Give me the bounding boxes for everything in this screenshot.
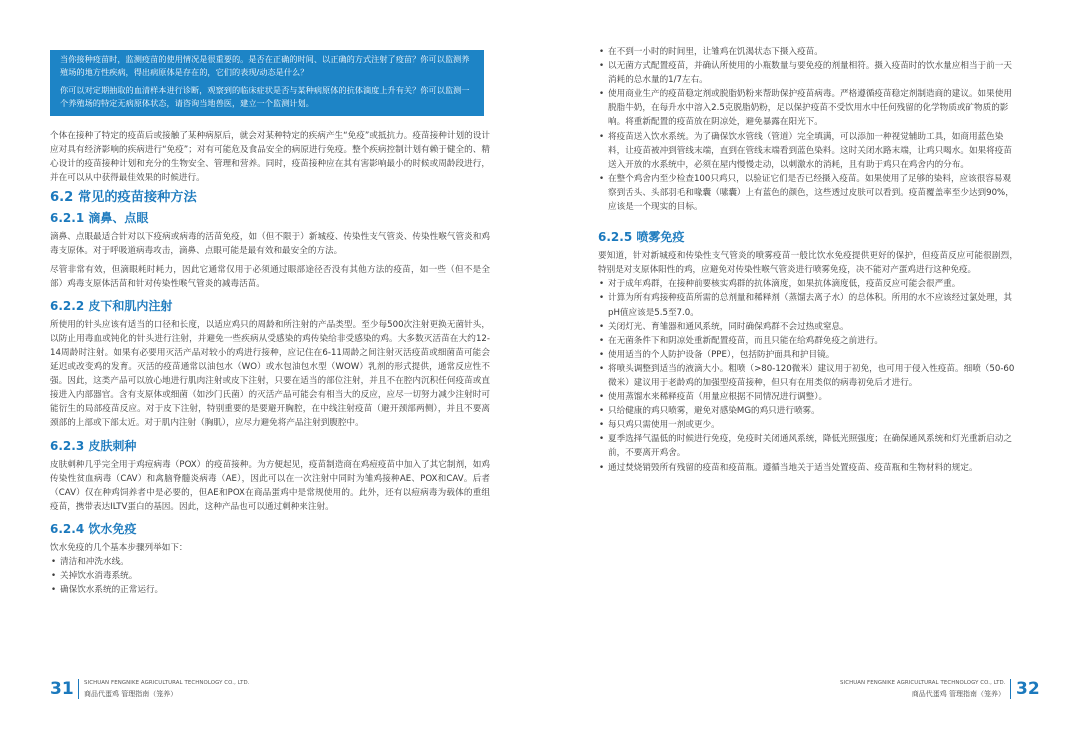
right-page [540, 0, 1080, 732]
left-column [50, 129, 490, 597]
list-item: • 使用商业生产的疫苗稳定剂或脱脂奶粉来帮助保护疫苗病毒。严格遵循疫苗稳定剂制造商的建议。如果使用脱脂牛奶，在每升水中溶入2.5克脱脂奶粉，足以保护疫苗不受饮用水中任何残留的化学物质或矿物质的影响。将重新配置的疫苗放在阴凉处，避免暴露在阳光下。 [598, 87, 1018, 129]
callout-paragraph-1: 当你接种疫苗时，监测疫苗的使用情况是很重要的。是否在正确的时间、以正确的方式注射了疫苗？你可以监测养殖场的地方性疾病，得出病原体是存在的，它们的表现/动态是什么？ [60, 54, 470, 78]
list-item: • 通过焚烧销毁所有残留的疫苗和疫苗瓶。遵循当地关于适当处置疫苗、疫苗瓶和生物材料的规定。 [598, 461, 1018, 475]
list-item: • 清洁和冲洗水线。 [50, 555, 490, 569]
intro-paragraph: 个体在接种了特定的疫苗后或接触了某种病原后，就会对某种特定的疾病产生“免疫”或抵抗力。疫苗接种计划的设计应对具有经济影响的疾病进行“免疫”；对有可能危及食品安全的病原进行免疫。整个疾病控制计划有赖于健全的、精心设计的疫苗接种计划和充分的生物安全、管理和营养。同时，疫苗接种应在其有害影响最小的时候或周龄段进行，并在可以从中获得最佳效果的时候进行。 [50, 131, 490, 184]
list-item: • 以无菌方式配置疫苗，并确认所使用的小瓶数量与要免疫的剂量相符。摄入疫苗时的饮水量应相当于前一天消耗的总水量的1/7左右。 [598, 59, 1018, 87]
right-footer [840, 674, 1040, 706]
footer-guide-title: 商品代蛋鸡 管理指南（笼养） [911, 690, 1005, 698]
list-item: • 使用适当的个人防护设备（PPE），包括防护面具和护目镜。 [598, 348, 1018, 362]
footer-company: SICHUAN FENGNIKE AGRICULTURAL TECHNOLOGY CO., LTD. [84, 680, 250, 686]
list-item: • 在无菌条件下和阴凉处重新配置疫苗，而且只能在给鸡群免疫之前进行。 [598, 334, 1018, 348]
list-item: • 在整个鸡舍内至少检查100只鸡只，以验证它们是否已经摄入疫苗。如果使用了足够的染料，应该很容易观察到舌头、头部羽毛和喙囊（嗉囊）上有蓝色的颜色，这些透过皮肤可以看到。疫苗覆盖率至少达到90%，应该是一个现实的目标。 [598, 172, 1018, 214]
page-number: 31 [50, 679, 74, 699]
paragraph-625-intro: 要知道，针对新城疫和传染性支气管炎的喷雾疫苗一般比饮水免疫提供更好的保护，但疫苗反应可能很剧烈，特别是对支原体阳性的鸡，应避免对传染性喉气管炎进行喷雾免疫，决不能对产蛋鸡进行这种免疫。 [598, 251, 1018, 276]
list-624-steps [598, 45, 1018, 214]
subsection-title-623: 6.2.3 皮肤刺种 [50, 438, 137, 453]
list-item: • 将疫苗送入饮水系统。为了确保饮水管线（管道）完全填满，可以添加一种视觉辅助工具，如商用蓝色染料，让疫苗被冲到管线末端，直到在管线末端看到蓝色染料。这时关闭水路末端，让鸡只喝水。如果将疫苗送入开放的水系统中，必须在屋内慢慢走动，以刺激水的消耗，且有助于鸡只在鸡舍内的分布。 [598, 130, 1018, 172]
subsection-title-621: 6.2.1 滴鼻、点眼 [50, 211, 149, 226]
paragraph-624-intro: 饮水免疫的几个基本步骤列举如下： [50, 542, 188, 553]
footer-divider [78, 679, 79, 699]
footer-guide-title: 商品代蛋鸡 管理指南（笼养） [84, 690, 178, 698]
list-item: • 每只鸡只需使用一剂或更少。 [598, 418, 1018, 432]
footer-company: SICHUAN FENGNIKE AGRICULTURAL TECHNOLOGY CO., LTD. [840, 680, 1006, 686]
list-item: • 确保饮水系统的正常运行。 [50, 583, 490, 597]
list-item: • 只给健康的鸡只喷雾，避免对感染MG的鸡只进行喷雾。 [598, 404, 1018, 418]
section-title: 6.2 常见的疫苗接种方法 [50, 190, 197, 206]
list-item: • 在不到一小时的时间里，让雏鸡在饥渴状态下摄入疫苗。 [598, 45, 1018, 59]
list-item: • 关掉饮水消毒系统。 [50, 569, 490, 583]
list-624 [50, 555, 490, 597]
list-item: • 对于成年鸡群，在接种前要核实鸡群的抗体滴度，如果抗体滴度低，疫苗反应可能会很严重。 [598, 277, 1018, 291]
monitoring-callout-box [50, 50, 484, 116]
paragraph-622-1: 所使用的针头应该有适当的口径和长度，以适应鸡只的周龄和所注射的产品类型。至少每500次注射更换无菌针头，以防止用毒血或钝化的针头进行注射，并避免一些疾病从受感染的鸡传染给非受感染的鸡。大多数灭活苗在大约12-14周龄时注射。如果有必要用灭活产品对较小的鸡进行接种，应记住在6-11周龄之间注射灭活疫苗或细菌苗可能会延迟或改变鸡的发育。灭活的疫苗通常以油包水（WO）或水包油包水型（WOW）乳剂的形式提供，通常反应性不强。因此，这类产品可以放心地进行肌肉注射或皮下注射，只要在适当的部位注射，并且不在腔内沉积任何疫苗或直接进入内部器官。含有支原体或细菌（如沙门氏菌）的灭活产品可能会有相当大的反应，应尽一切努力减少注射时可能衍生的局部疫苗反应。对于皮下注射，特别重要的是要避开胸腔，在中线注射疫苗（避开颈部两侧），并且不要离颈部的上部或下部太近。对于肌内注射（胸肌），应尽力避免将产品注射到腹腔中。 [50, 319, 490, 429]
subsection-title-624: 6.2.4 饮水免疫 [50, 521, 137, 536]
list-item: • 将喷头调整到适当的液滴大小。粗喷（>80-120微米）建议用于初免，也可用于侵入性疫苗。细喷（50-60微米）建议用于老龄鸡的加强型疫苗接种，但只有在用类似的病毒初免后才进行。 [598, 362, 1018, 390]
list-item: • 关闭灯光、育雏器和通风系统，同时确保鸡群不会过热或窒息。 [598, 320, 1018, 334]
list-item: • 计算为所有鸡接种疫苗所需的总剂量和稀释剂（蒸馏去离子水）的总体积。所用的水不应该经过氯处理，其pH值应该是5.5至7.0。 [598, 291, 1018, 319]
footer-divider [1010, 679, 1011, 699]
list-item: • 使用蒸馏水来稀释疫苗（用量应根据不同情况进行调整）。 [598, 390, 1018, 404]
list-item: • 夏季选择气温低的时候进行免疫，免疫时关闭通风系统，降低光照强度；在确保通风系统和灯光重新启动之前，不要离开鸡舍。 [598, 432, 1018, 460]
subsection-title-625: 6.2.5 喷雾免疫 [598, 230, 685, 245]
paragraph-621-1: 滴鼻、点眼最适合针对以下疫病或病毒的活苗免疫，如（但不限于）新城疫、传染性支气管炎、传染性喉气管炎和鸡毒支原体。对于呼吸道病毒攻击，滴鼻、点眼可能是最有效和最安全的方法。 [50, 232, 490, 257]
list-625 [598, 277, 1018, 474]
right-column [598, 45, 1018, 475]
page-number: 32 [1016, 679, 1040, 699]
paragraph-623-1: 皮肤刺种几乎完全用于鸡痘病毒（POX）的疫苗接种。为方便起见，疫苗制造商在鸡痘疫苗中加入了其它制剂，如鸡传染性贫血病毒（CAV）和禽脑脊髓炎病毒（AE），因此可以在一次注射中同时为雏鸡接种AE、POX和CAV。后者（CAV）仅在种鸡饲养者中是必要的，但AE和POX在商品蛋鸡中是常规使用的。此外，还有以痘病毒为载体的重组疫苗，携带表达ILTV蛋白的基因。因此，这种产品也可以通过刺种来注射。 [50, 459, 490, 512]
paragraph-621-2: 尽管非常有效，但滴眼耗时耗力，因此它通常仅用于必须通过眼部途径否没有其他方法的疫苗，如一些（但不是全部）鸡毒支原体活苗和针对传染性喉气管炎的减毒活苗。 [50, 264, 490, 289]
subsection-title-622: 6.2.2 皮下和肌内注射 [50, 298, 173, 313]
callout-paragraph-2: 你可以对定期抽取的血清样本进行诊断，观察到的临床症状是否与某种病原体的抗体滴度上升有关？你可以监测一个养殖场的特定无病原体状态，请咨询当地兽医，建立一个监测计划。 [60, 84, 470, 108]
